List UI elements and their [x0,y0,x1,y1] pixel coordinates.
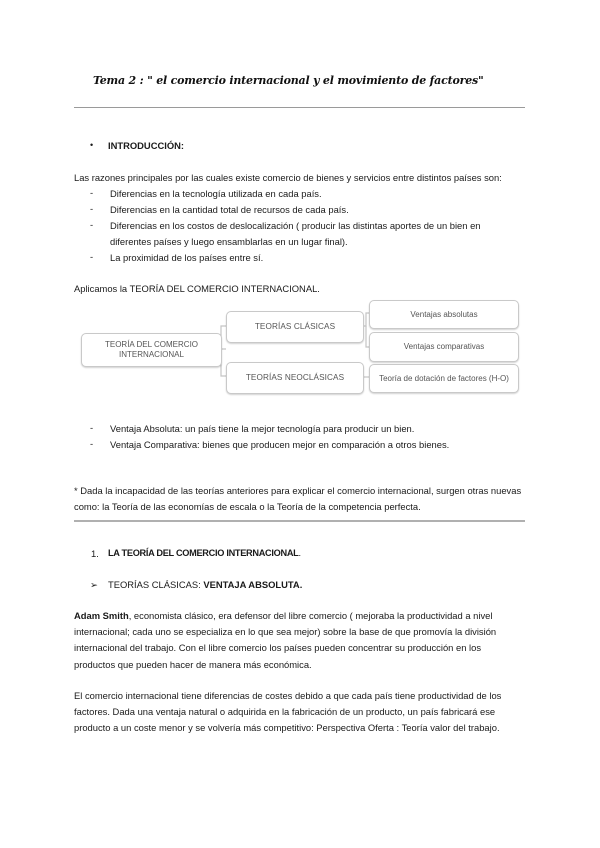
diagram-absolute-box [369,300,519,329]
bullet-dot: • [90,140,94,150]
paragraph-adam-smith [74,608,524,673]
section-divider [74,520,525,522]
definition-comparative: Ventaja Comparativa: bienes que producen mejor en comparación a otros bienes. [110,439,450,450]
list-dash: - [90,187,94,198]
list-dash: - [90,438,94,449]
section-heading-text: LA TEORÍA DEL COMERCIO INTERNACIONAL [108,548,299,558]
arrow-bullet-icon: ➢ [90,579,98,590]
list-dash: - [90,251,94,262]
diagram-absolute-label: Ventajas absolutas [410,309,478,319]
diagram-root-label: TEORÍA DEL COMERCIO INTERNACIONAL [104,340,199,359]
diagram-classic-box [226,311,364,343]
diagram-neoclassic-label: TEORÍAS NEOCLÁSICAS [245,373,345,382]
subsection-prefix: TEORÍAS CLÁSICAS: [108,579,204,590]
diagram-factors-label: Teoría de dotación de factores (H-O) [379,373,509,383]
applies-text: Aplicamos la TEORÍA DEL COMERCIO INTERNACIONAL. [74,283,320,294]
section-heading-period: . [298,548,301,558]
list-item: Diferencias en la cantidad total de recursos de cada país. [110,204,349,215]
intro-lead: Las razones principales por las cuales existe comercio de bienes y servicios entre distintos países son: [74,172,502,183]
list-item-continuation: diferentes países y luego ensamblarlas en un lugar final). [110,236,348,247]
intro-heading: INTRODUCCIÓN: [108,140,185,151]
paragraph-costs: El comercio internacional tiene diferencias de costes debido a que cada país tiene productividad de los factores. Dada una ventaja natural o adquirida en la fabricación de un producto, un país fabricará ese producto a un coste menor y se volvería más competitivo: Perspectiva Oferta : Teoría valor del trabajo. [74,690,502,734]
diagram-comparative-box [369,332,519,362]
diagram-neoclassic-box [226,362,364,394]
list-item: La proximidad de los países entre sí. [110,252,264,263]
subsection-bold: VENTAJA ABSOLUTA. [203,579,303,590]
section-number: 1. [91,548,99,559]
adam-smith-name: Adam Smith [74,610,129,621]
section-heading [108,546,301,562]
note-paragraph: * Dada la incapacidad de las teorías anteriores para explicar el comercio internacional, surgen otras nuevas como: la Teoría de las economías de escala o la Teoría de la competencia perfecta. [74,485,522,513]
diagram-classic-label: TEORÍAS CLÁSICAS [254,322,336,331]
diagram-comparative-label: Ventajas comparativas [403,342,485,351]
diagram-root-box [81,333,222,367]
list-item: Diferencias en la tecnología utilizada en cada país. [110,188,322,199]
list-dash: - [90,219,94,230]
diagram-factors-box [369,364,519,393]
adam-smith-text: , economista clásico, era defensor del libre comercio ( mejoraba la productividad a nivel internacional; cada uno se especializa en lo que sea mejor) sobre la base de que promovía la división internacional del trabajo. Con el libre comercio los países pueden concentrar su producción en los productos que pueden hacer de manera más económica. [74,610,497,670]
document-title: Tema 2 : " el comercio internacional y el movimiento de factores" [93,74,484,87]
list-item: Diferencias en los costos de deslocalización ( producir las distintas aportes de un bien en [110,220,481,231]
list-dash: - [90,422,94,433]
subsection-heading [108,577,302,593]
definition-absolute: Ventaja Absoluta: un país tiene la mejor tecnología para producir un bien. [110,423,415,434]
list-dash: - [90,203,94,214]
